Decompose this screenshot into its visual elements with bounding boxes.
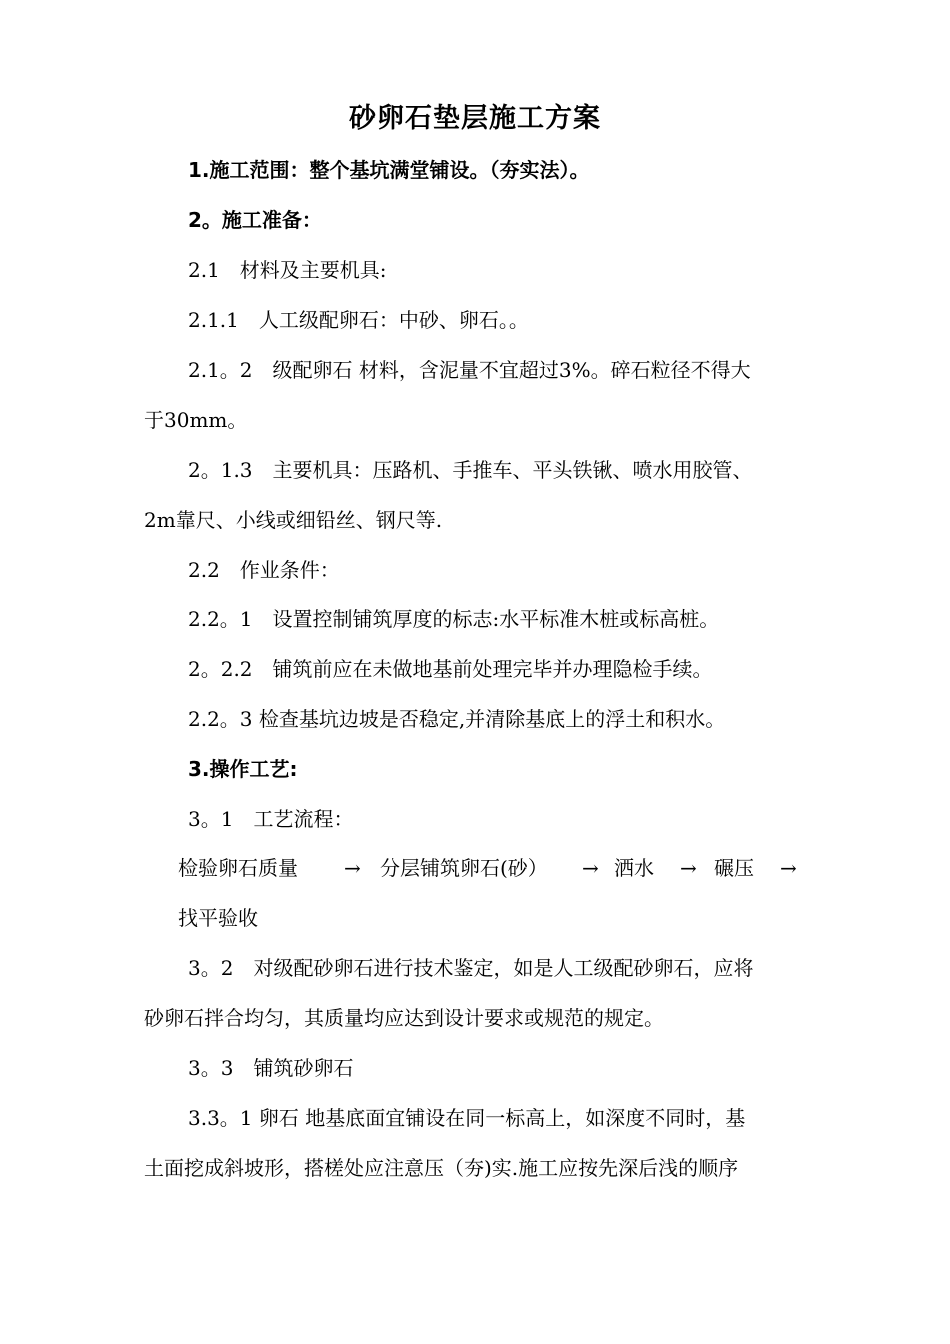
section-2-2-heading: 2.2 作业条件： (188, 558, 340, 582)
section-3-2-line1: 3。2 对级配砂卵石进行技术鉴定，如是人工级配砂卵石，应将 (188, 956, 754, 980)
section-1-scope: 1.施工范围：整个基坑满堂铺设。（夯实法）。 (188, 158, 590, 182)
flow-step-roll: 碾压 (714, 856, 754, 880)
section-2-1-2-line2: 于30mm。 (144, 408, 248, 432)
flow-arrow-icon: → (582, 856, 599, 880)
section-3-3-1-line2: 土面挖成斜坡形，搭槎处应注意压（夯)实.施工应按先深后浅的顺序 (144, 1156, 739, 1180)
section-2-2-2: 2。2.2 铺筑前应在未做地基前处理完毕并办理隐检手续。 (188, 657, 713, 681)
flow-step-level-accept: 找平验收 (178, 906, 258, 930)
section-2-1-1: 2.1.1 人工级配卵石：中砂、卵石。。 (188, 308, 529, 332)
flow-step-layering: 分层铺筑卵石(砂） (380, 856, 548, 880)
section-2-1-3-line2: 2m靠尺、小线或细铅丝、钢尺等. (144, 508, 443, 532)
section-3-3-1-line1: 3.3。1 卵石 地基底面宜铺设在同一标高上，如深度不同时，基 (188, 1106, 746, 1130)
section-2-1-3-line1: 2。1.3 主要机具：压路机、手推车、平头铁锹、喷水用胶管、 (188, 458, 753, 482)
section-2-1-2-line1: 2.1。2 级配卵石 材料，含泥量不宜超过3%。碎石粒径不得大 (188, 358, 751, 382)
section-2-2-3: 2.2。3 检查基坑边坡是否稳定,并清除基底上的浮土和积水。 (188, 707, 726, 731)
section-3-heading: 3.操作工艺: (188, 757, 298, 781)
flow-step-water: 洒水 (614, 856, 654, 880)
flow-arrow-icon: → (344, 856, 361, 880)
section-3-1-heading: 3。1 工艺流程： (188, 807, 354, 831)
section-2-1-heading: 2.1 材料及主要机具: (188, 258, 387, 282)
section-3-2-line2: 砂卵石拌合均匀，其质量均应达到设计要求或规范的规定。 (144, 1006, 664, 1030)
flow-arrow-icon: → (680, 856, 697, 880)
section-2-2-1: 2.2。1 设置控制铺筑厚度的标志:水平标准木桩或标高桩。 (188, 607, 720, 631)
section-2-heading: 2。施工准备： (188, 208, 322, 232)
document-title: 砂卵石垫层施工方案 (349, 103, 601, 134)
flow-arrow-icon: → (780, 856, 797, 880)
section-3-3-heading: 3。3 铺筑砂卵石 (188, 1056, 354, 1080)
flow-step-inspect: 检验卵石质量 (178, 856, 298, 880)
